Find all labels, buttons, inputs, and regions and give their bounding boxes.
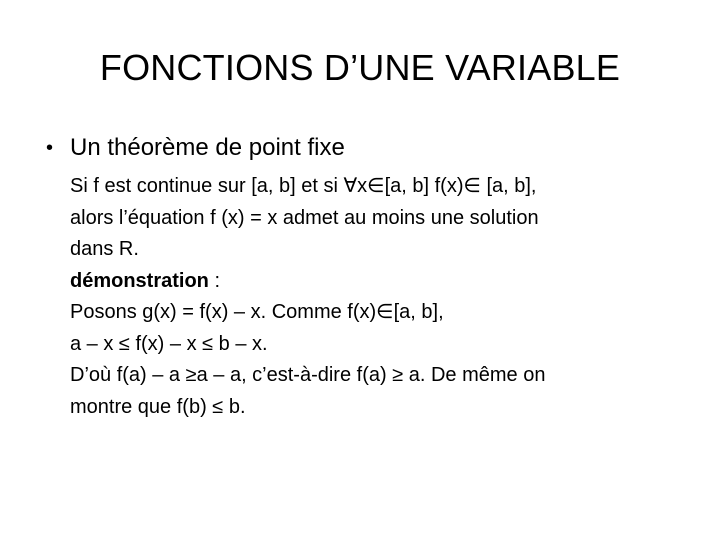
bullet-marker: • bbox=[46, 137, 54, 159]
proof-line: montre que f(b) ≤ b. bbox=[70, 395, 246, 418]
demonstration-label: démonstration bbox=[70, 269, 209, 292]
theorem-line: Si f est continue sur [a, b] et si ∀x∈[a, b] f(x)∈ [a, b], bbox=[70, 175, 537, 197]
theorem-line: dans R. bbox=[70, 238, 139, 260]
bullet-item bbox=[46, 132, 345, 164]
proof-line: D’où f(a) – a ≥a – a, c’est-à-dire f(a) ≥ a. De même on bbox=[70, 364, 546, 386]
proof-line: Posons g(x) = f(x) – x. Comme f(x)∈[a, b], bbox=[70, 301, 444, 323]
demonstration-colon: : bbox=[208, 269, 221, 292]
bullet-text: Un théorème de point fixe bbox=[70, 134, 345, 161]
slide-title: FONCTIONS D’UNE VARIABLE bbox=[99, 47, 621, 88]
theorem-line: alors l’équation f (x) = x admet au moins une solution bbox=[70, 206, 539, 229]
demonstration-heading bbox=[70, 266, 670, 298]
slide-body bbox=[70, 171, 670, 423]
proof-line: a – x ≤ f(x) – x ≤ b – x. bbox=[70, 332, 268, 355]
